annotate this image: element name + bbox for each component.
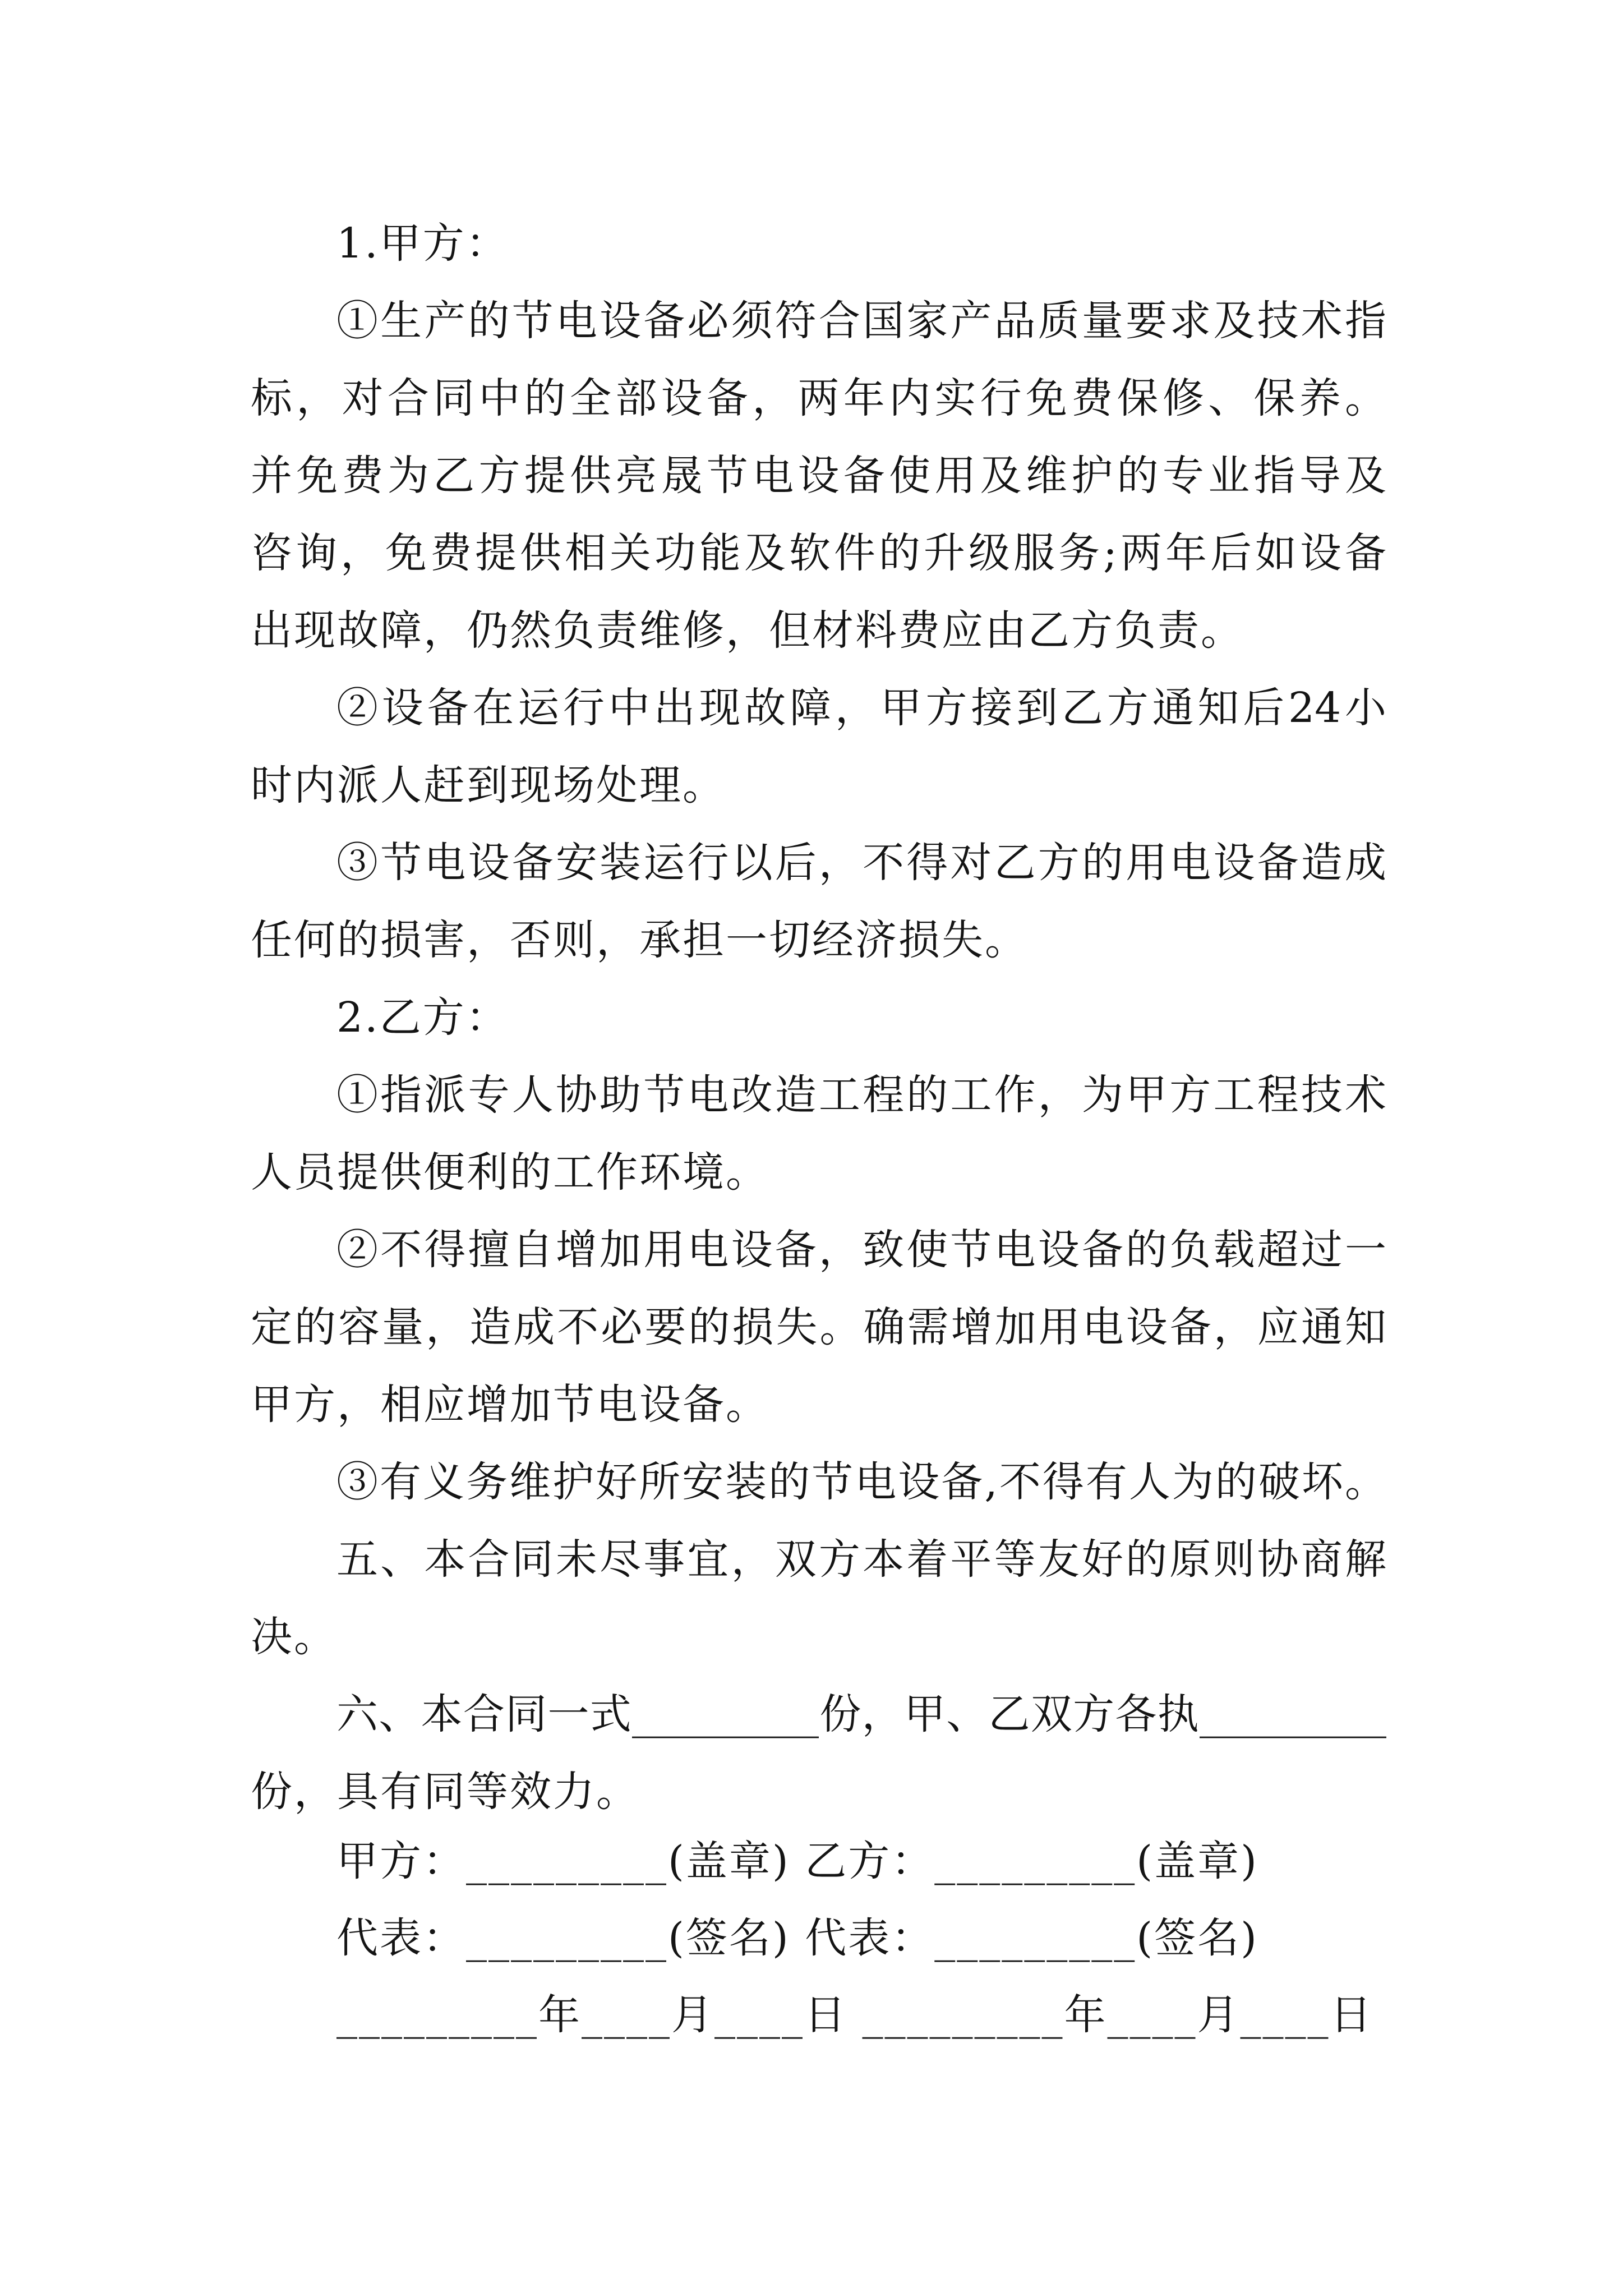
text-line: 五、本合同未尽事宜，双方本着平等友好的原则协商解	[336, 1535, 1386, 1584]
stamp-line: 甲方：_________(盖章) 乙方：_________(盖章)	[336, 1837, 1259, 1885]
text-line: ①生产的节电设备必须符合国家产品质量要求及技术指	[336, 297, 1386, 345]
text-line: ③有义务维护好所安装的节电设备,不得有人为的破坏。	[336, 1458, 1386, 1506]
text-line: 人员提供便利的工作环境。	[251, 1148, 769, 1197]
text-line: 标，对合同中的全部设备，两年内实行免费保修、保养。	[251, 374, 1386, 422]
text-line: ①指派专人协助节电改造工程的工作，为甲方工程技术	[336, 1071, 1386, 1119]
text-line: ②设备在运行中出现故障，甲方接到乙方通知后24小	[336, 684, 1386, 732]
text-line: 定的容量，造成不必要的损失。确需增加用电设备，应通知	[251, 1303, 1386, 1351]
text-line: 份，具有同等效力。	[251, 1768, 639, 1816]
article-five	[251, 1521, 1386, 1676]
party-b-clause-1	[251, 1056, 1386, 1211]
representative-sign-line: 代表：_________(签名) 代表：_________(签名)	[336, 1914, 1259, 1962]
party-b-clause-3	[251, 1443, 1386, 1521]
text-line: 任何的损害，否则，承担一切经济损失。	[251, 916, 1028, 964]
party-a-clause-2	[251, 669, 1386, 824]
text-line: 出现故障，仍然负责维修，但材料费应由乙方负责。	[251, 606, 1244, 655]
text-line: 决。	[251, 1613, 337, 1661]
text-line: 六、本合同一式_________份，甲、乙双方各执_________	[336, 1690, 1386, 1738]
text-line: 并免费为乙方提供亮晟节电设备使用及维护的专业指导及	[251, 452, 1386, 500]
text-line: ②不得擅自增加用电设备，致使节电设备的负载超过一	[336, 1226, 1386, 1274]
text-line: ③节电设备安装运行以后，不得对乙方的用电设备造成	[336, 839, 1386, 887]
text-line: 时内派人赶到现场处理。	[251, 761, 726, 809]
text-line: 咨询，免费提供相关功能及软件的升级服务;两年后如设备	[251, 529, 1386, 577]
text-line: 甲方，相应增加节电设备。	[251, 1381, 769, 1429]
section-heading: 2.乙方：	[336, 993, 509, 1042]
signature-block	[336, 1823, 1402, 2054]
party-a-clause-3	[251, 824, 1386, 979]
section-heading: 1.甲方：	[336, 219, 509, 268]
party-a-clause-1	[251, 282, 1386, 669]
heading-party-b	[251, 979, 1386, 1056]
date-line: _________年____月____日 _________年____月____日	[336, 1991, 1373, 2039]
party-b-clause-2	[251, 1211, 1386, 1443]
heading-party-a	[251, 205, 1386, 282]
contract-body	[251, 205, 1386, 1830]
article-six	[251, 1676, 1386, 1830]
